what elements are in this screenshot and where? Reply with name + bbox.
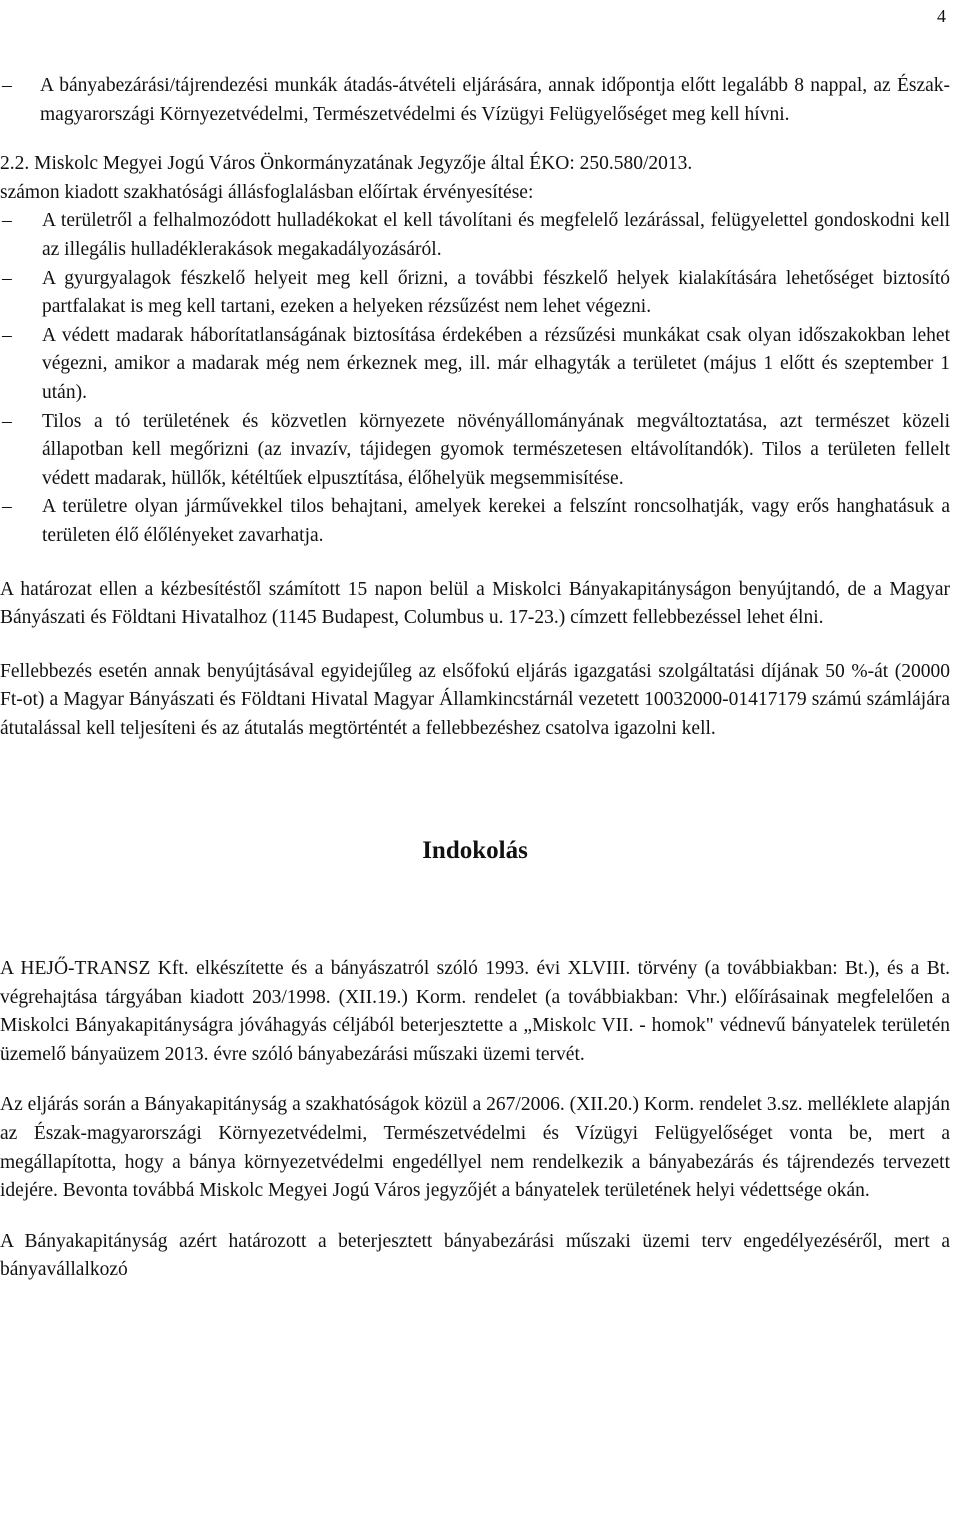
- list-item: – A területre olyan járművekkel tilos behajtani, amelyek kerekei a felszínt roncsolhatják, vagy erős hanghatásuk a területen élő élőlényeket zavarhatja.: [0, 493, 950, 550]
- list-item: – A területről a felhalmozódott hulladékokat el kell távolítani és megfelelő lezárással, felügyelettel gondoskodni kell az illegális hulladéklerakások megakadályozásáról.: [0, 207, 950, 264]
- reasoning-paragraph: A Bányakapitányság azért határozott a beterjesztett bányabezárási műszaki üzemi terv engedélyezéséről, mert a bányavállalkozó: [0, 1230, 950, 1281]
- intro-list-item: – A bányabezárási/tájrendezési munkák átadás-átvételi eljárására, annak időpontja előtt legalább 8 nappal, az Észak-magyarországi Környezetvédelmi, Természetvédelmi és Vízügyi Felügyelőséget meg kell hívni.: [0, 72, 950, 129]
- reasoning-heading: Indokolás: [422, 837, 528, 865]
- fee-paragraph: Fellebbezés esetén annak benyújtásával egyidejűleg az elsőfokú eljárás igazgatási szolgáltatási díjának 50 %-át (20000 Ft-ot) a Magyar Bányászati és Földtani Hivatal Magyar Államkincstárnál vezetett 10032000-01417179 számú számlájára átutalással kell teljesíteni és az átutalás megtörténtét a fellebbezéshez csatolva igazolni kell.: [0, 660, 950, 739]
- reasoning-paragraph: A HEJŐ-TRANSZ Kft. elkészítette és a bányászatról szóló 1993. évi XLVIII. törvény (a továbbiakban: Bt.), és a Bt. végrehajtása tárgyában kiadott 203/1998. (XII.19.) Korm. rendelet (a továbbiakban: Vhr.) előírásainak megfelelően a Miskolci Bányakapitányságra jóváhagyás céljából beterjesztette a „Miskolc VII. - homok" védnevű bányatelek területén üzemelő bányaüzem 2013. évre szóló bányabezárási műszaki üzemi tervét.: [0, 958, 950, 1065]
- section-2-2: [0, 150, 950, 550]
- reasoning-paragraph: Az eljárás során a Bányakapitányság a szakhatóságok közül a 267/2006. (XII.20.) Korm. rendelet 3.sz. melléklete alapján az Észak-magyarországi Környezetvédelmi, Természetvédelmi és Vízügyi Felügyelőséget vonta be, mert a megállapította, hogy a bánya környezetvédelmi engedéllyel nem rendelkezik a bányabezárás és tájrendezés tervezett idejére. Bevonta továbbá Miskolc Megyei Jogú Város jegyzőjét a bányatelek területének helyi védettsége okán.: [0, 1094, 950, 1202]
- list-item: – A gyurgyalagok fészkelő helyeit meg kell őrizni, a további fészkelő helyek kialakítására lehetőséget biztosító partfalakat is meg kell tartani, ezeken a helyeken rézsűzést nem lehet végezni.: [0, 265, 950, 322]
- document-body: [0, 72, 950, 1285]
- list-item: – A védett madarak háborítatlanságának biztosítása érdekében a rézsűzési munkákat csak olyan időszakokban lehet végezni, amikor a madarak még nem érkeznek meg, ill. már elhagyták a területet (május 1 előtt és szeptember 1 után).: [0, 322, 950, 408]
- appeal-paragraph: A határozat ellen a kézbesítéstől számított 15 napon belül a Miskolci Bányakapitányságon benyújtandó, de a Magyar Bányászati és Földtani Hivatalhoz (1145 Budapest, Columbus u. 17-23.) címzett fellebbezéssel lehet élni.: [0, 578, 950, 629]
- list-item: – Tilos a tó területének és közvetlen környezete növényállományának megváltoztatása, azt természet közeli állapotban kell megőrizni (az invazív, tájidegen gyomok természetesen eltávolítandók). Tilos a területen fellelt védett madarak, hüllők, kétéltűek elpusztítása, élőhelyük megsemmisítése.: [0, 408, 950, 494]
- section-2-2-text: számon kiadott szakhatósági állásfoglalásban előírtak érvényesítése:: [0, 181, 534, 203]
- section-2-2-heading: 2.2. Miskolc Megyei Jogú Város Önkormányzatának Jegyzője által ÉKO: 250.580/2013.: [0, 153, 693, 175]
- page-number: 4: [937, 6, 946, 26]
